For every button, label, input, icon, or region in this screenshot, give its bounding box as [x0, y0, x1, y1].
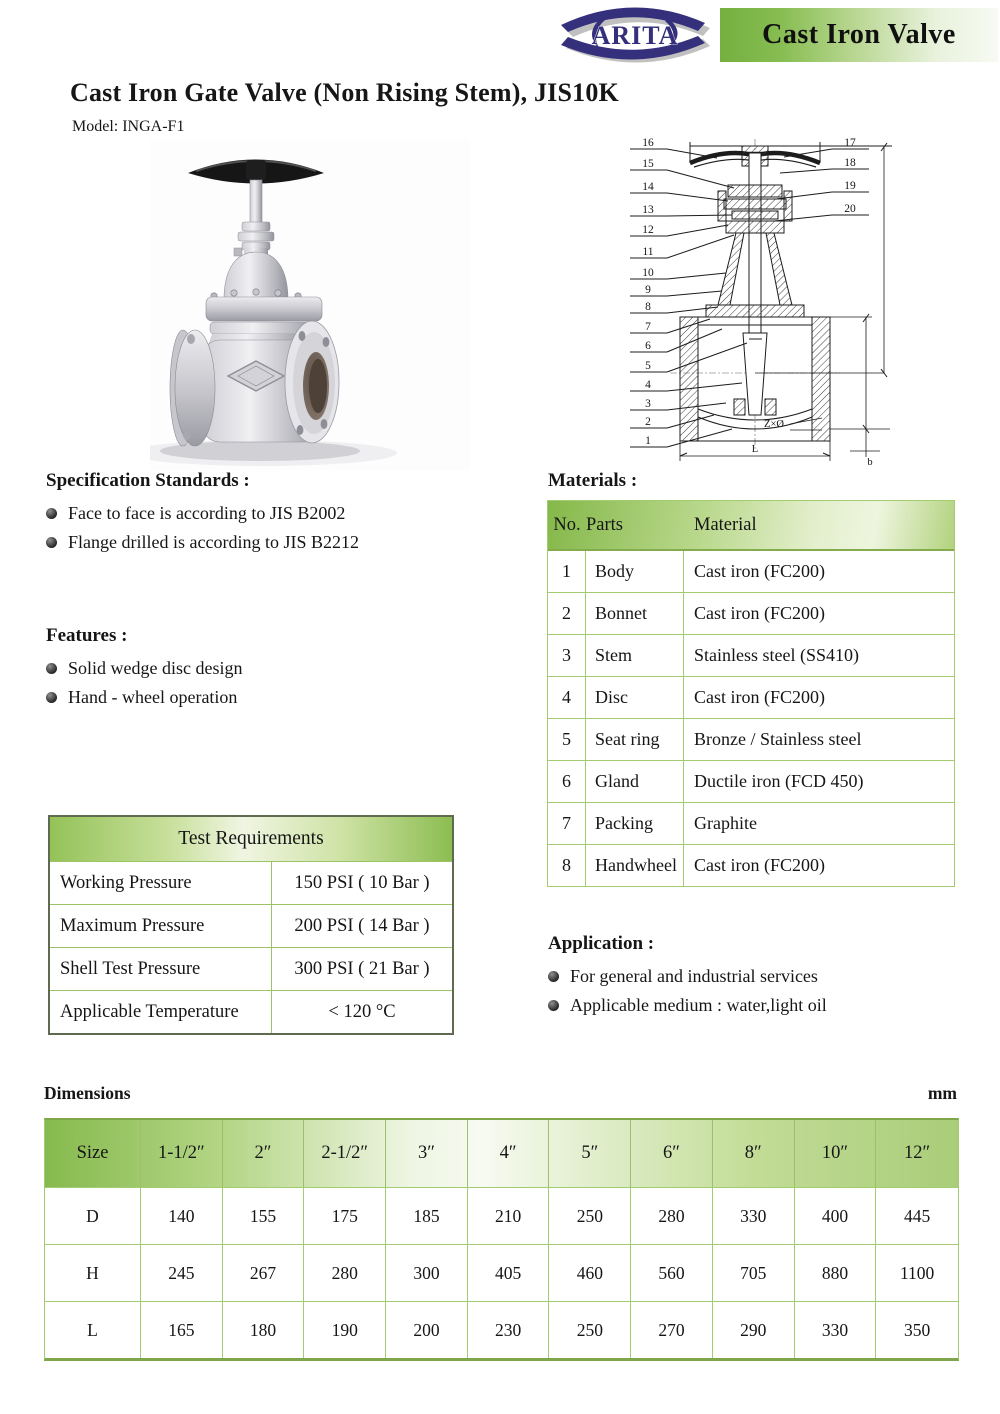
- table-row: Shell Test Pressure 300 PSI ( 21 Bar ): [50, 947, 452, 990]
- features-section: [46, 625, 546, 715]
- col-header-size: Size: [45, 1120, 141, 1187]
- thickness-dim-label: b: [867, 457, 873, 468]
- svg-text:6: 6: [645, 340, 651, 352]
- col-header-material: Material: [694, 514, 757, 535]
- page-title: Cast Iron Gate Valve (Non Rising Stem), JIS10K: [70, 78, 619, 107]
- specification-standards-section: [46, 470, 546, 560]
- banner-title: Cast Iron Valve: [762, 19, 956, 50]
- dimensions-table: [44, 1118, 959, 1361]
- technical-drawing: [622, 133, 917, 468]
- row-label: D: [45, 1188, 141, 1244]
- svg-text:11: 11: [642, 246, 654, 258]
- table-row: 5 Seat ring Bronze / Stainless steel: [548, 718, 954, 760]
- dimensions-table-header: [45, 1120, 958, 1187]
- left-flange: [170, 330, 215, 446]
- valve-photo: [150, 140, 470, 470]
- svg-text:16: 16: [642, 137, 654, 149]
- feature-item: Solid wedge disc design: [68, 658, 243, 678]
- test-requirements-title: Test Requirements: [50, 817, 452, 861]
- svg-text:4: 4: [645, 379, 651, 391]
- table-row: 3 Stem Stainless steel (SS410): [548, 634, 954, 676]
- col-header: 2″: [223, 1120, 305, 1187]
- col-header: 1-1/2″: [141, 1120, 223, 1187]
- table-row: 2 Bonnet Cast iron (FC200): [548, 592, 954, 634]
- col-header: 10″: [795, 1120, 877, 1187]
- stem: [250, 180, 262, 224]
- specification-standards-heading: Specification Standards :: [46, 470, 250, 491]
- dimensions-heading: Dimensions: [44, 1083, 131, 1103]
- bullet-icon: [46, 663, 57, 674]
- length-dim-label: L: [751, 444, 759, 455]
- svg-text:13: 13: [642, 204, 654, 216]
- application-section: [548, 933, 1000, 1023]
- list-item: [46, 530, 546, 554]
- materials-table: [547, 500, 955, 887]
- svg-text:15: 15: [642, 158, 654, 170]
- col-header: 3″: [386, 1120, 468, 1187]
- svg-text:9: 9: [645, 284, 651, 296]
- svg-text:1: 1: [645, 435, 651, 447]
- list-item: [46, 656, 546, 680]
- svg-text:14: 14: [642, 181, 654, 193]
- banner: [720, 8, 998, 62]
- bullet-icon: [46, 692, 57, 703]
- list-item: [46, 685, 546, 709]
- table-row: Maximum Pressure 200 PSI ( 14 Bar ): [50, 904, 452, 947]
- application-item: Applicable medium : water,light oil: [570, 995, 827, 1016]
- materials-heading: Materials :: [548, 470, 638, 491]
- table-row: 8 Handwheel Cast iron (FC200): [548, 844, 954, 886]
- test-requirements-table: [48, 815, 454, 1035]
- arita-logo: [553, 4, 717, 66]
- col-header: 12″: [904, 1143, 931, 1163]
- svg-text:17: 17: [844, 137, 856, 149]
- table-row: 6 Gland Ductile iron (FCD 450): [548, 760, 954, 802]
- svg-text:5: 5: [645, 360, 651, 372]
- table-row: 7 Packing Graphite: [548, 802, 954, 844]
- dimensions-unit: mm: [927, 1083, 957, 1103]
- row-label: H: [45, 1245, 141, 1301]
- col-header-no: No.: [553, 514, 581, 535]
- materials-table-header: [548, 501, 954, 551]
- table-row: 4 Disc Cast iron (FC200): [548, 676, 954, 718]
- col-header-parts: Parts: [586, 514, 623, 535]
- col-header: 6″: [631, 1120, 713, 1187]
- right-flange: [285, 321, 339, 443]
- svg-text:19: 19: [844, 180, 856, 192]
- list-item: [548, 964, 1000, 988]
- table-row-D: D 140 155 175 185 210 250 280 330 400 445: [45, 1187, 958, 1244]
- svg-text:20: 20: [844, 203, 856, 215]
- svg-text:3: 3: [645, 398, 651, 410]
- bullet-icon: [46, 537, 57, 548]
- bullet-icon: [46, 508, 57, 519]
- dimensions-caption: [44, 1083, 957, 1104]
- table-row: 1 Body Cast iron (FC200): [548, 551, 954, 592]
- svg-text:12: 12: [642, 224, 654, 236]
- application-item: For general and industrial services: [570, 966, 818, 986]
- col-header: 2-1/2″: [304, 1120, 386, 1187]
- bullet-icon: [548, 1000, 559, 1011]
- table-row-L: L 165 180 190 200 230 250 270 290 330 350: [45, 1301, 958, 1358]
- table-row: Applicable Temperature < 120 °C: [50, 990, 452, 1033]
- application-heading: Application :: [548, 933, 655, 954]
- spec-item: Flange drilled is according to JIS B2212: [68, 532, 359, 553]
- list-item: [46, 501, 546, 525]
- svg-text:2: 2: [645, 416, 651, 428]
- list-item: [548, 993, 1000, 1017]
- features-heading: Features :: [46, 625, 128, 646]
- table-row: Working Pressure 150 PSI ( 10 Bar ): [50, 861, 452, 904]
- bolt-dim-label: Z×Ø: [764, 419, 784, 430]
- bullet-icon: [548, 971, 559, 982]
- row-label: L: [45, 1302, 141, 1358]
- col-header: 4″: [468, 1120, 550, 1187]
- svg-text:7: 7: [645, 321, 651, 333]
- table-row-H: H 245 267 280 300 405 460 560 705 880 1100: [45, 1244, 958, 1301]
- feature-item: Hand - wheel operation: [68, 687, 238, 708]
- svg-text:8: 8: [645, 301, 651, 313]
- svg-text:18: 18: [844, 157, 856, 169]
- model-label: Model: INGA-F1: [72, 118, 185, 135]
- col-header: 8″: [713, 1120, 795, 1187]
- svg-text:10: 10: [642, 267, 654, 279]
- col-header: 5″: [549, 1120, 631, 1187]
- logo-text: ARITA: [591, 21, 679, 50]
- spec-item: Face to face is according to JIS B2002: [68, 503, 346, 523]
